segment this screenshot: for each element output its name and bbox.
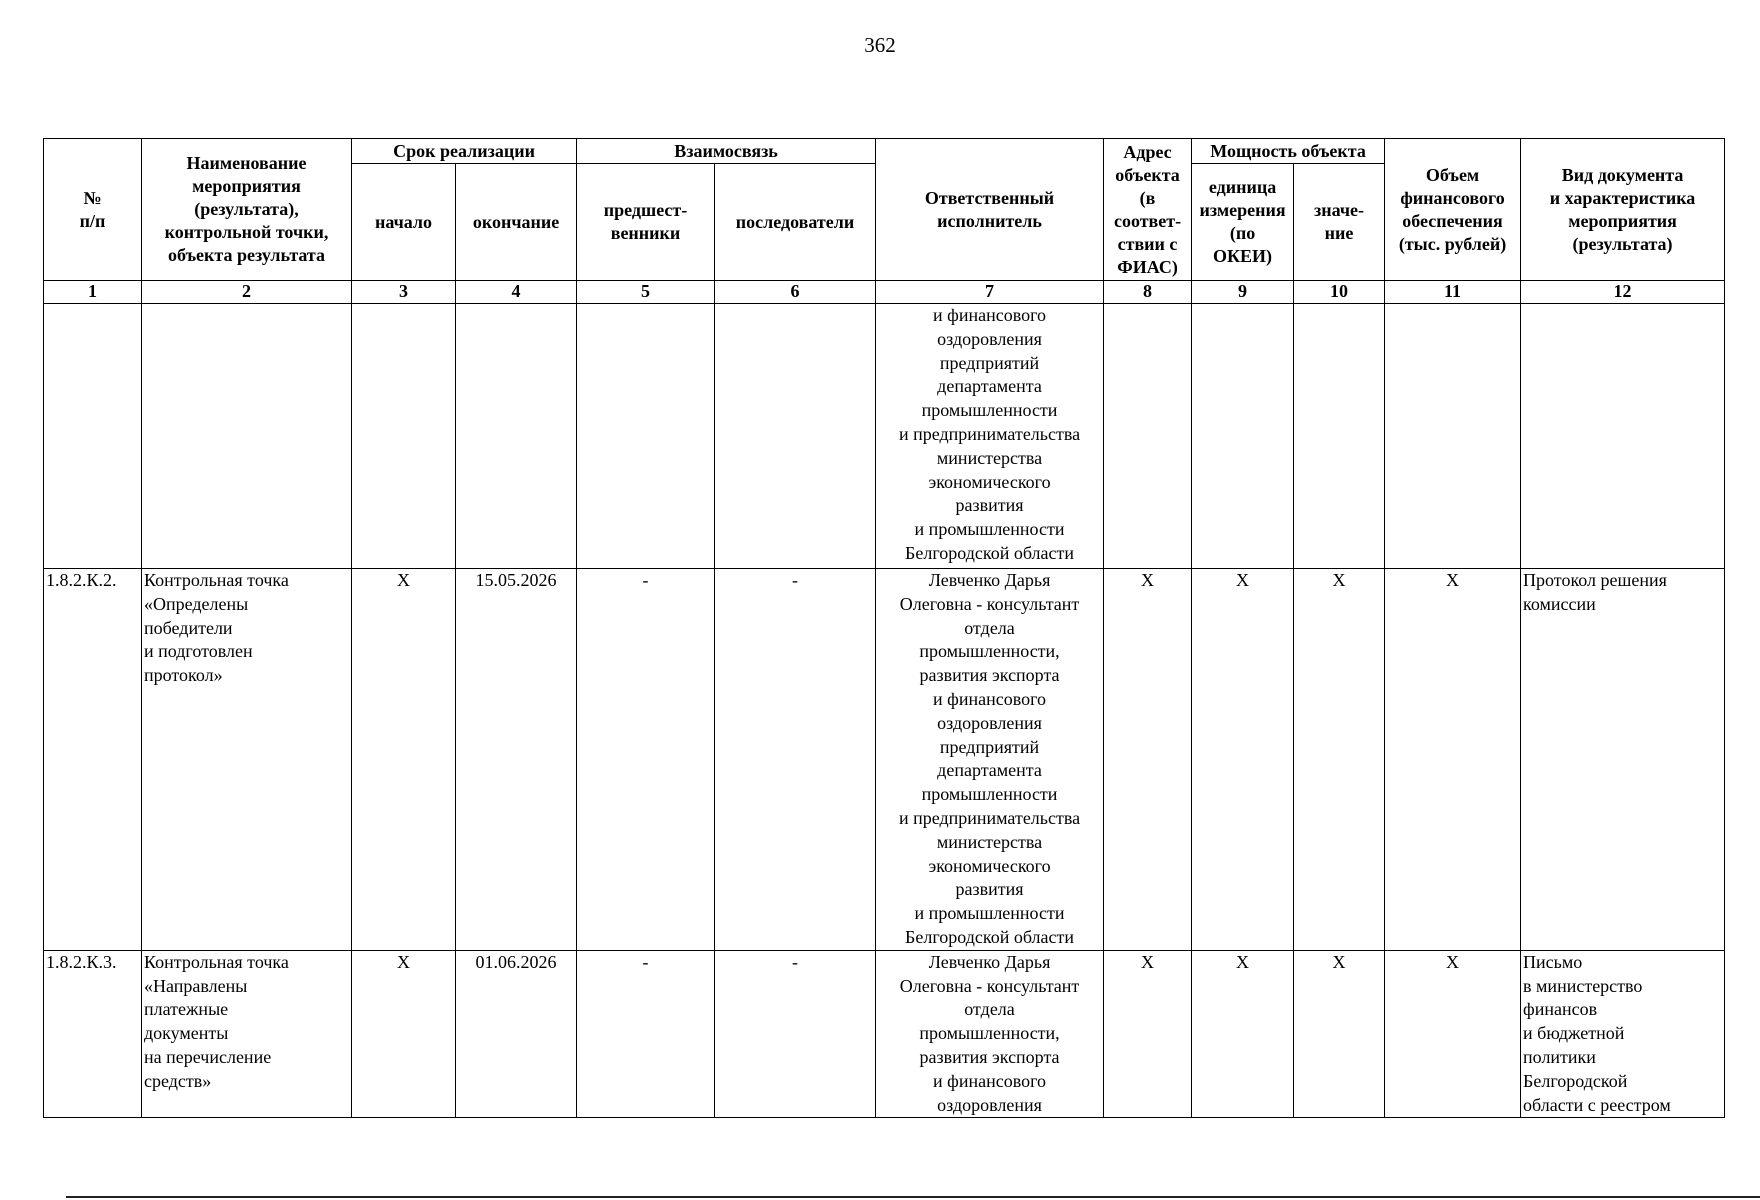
header-document: Вид документа и характеристика мероприятия (результата) <box>1521 139 1725 281</box>
cell-name: Контрольная точка «Определены победители и подготовлен протокол» <box>142 569 352 951</box>
column-number: 11 <box>1385 281 1521 304</box>
table-row <box>44 304 1725 569</box>
column-number: 2 <box>142 281 352 304</box>
column-number: 12 <box>1521 281 1725 304</box>
page-number: 362 <box>864 33 896 57</box>
header-relation: Взаимосвязь <box>577 139 876 164</box>
column-number: 4 <box>456 281 577 304</box>
cell-unit <box>1192 304 1294 569</box>
cell-unit: X <box>1192 950 1294 1118</box>
cell-address: X <box>1104 950 1192 1118</box>
header-num: № п/п <box>44 139 142 281</box>
header-funding: Объем финансового обеспечения (тыс. рублей) <box>1385 139 1521 281</box>
column-number: 9 <box>1192 281 1294 304</box>
cell-num: 1.8.2.К.2. <box>44 569 142 951</box>
table-body <box>44 281 1725 1118</box>
cell-start <box>352 304 456 569</box>
cell-funding <box>1385 304 1521 569</box>
header-name: Наименование мероприятия (результата), контрольной точки, объекта результата <box>142 139 352 281</box>
cell-predecessors: - <box>577 569 715 951</box>
cell-funding: X <box>1385 569 1521 951</box>
header-start: начало <box>352 164 456 281</box>
cell-responsible: Левченко Дарья Олеговна - консультант отдела промышленности, развития экспорта и финансового оздоровления <box>876 950 1104 1118</box>
page-bottom-rule <box>66 1196 1760 1198</box>
cell-end: 01.06.2026 <box>456 950 577 1118</box>
header-end: окончание <box>456 164 577 281</box>
column-number-row <box>44 281 1725 304</box>
column-number: 1 <box>44 281 142 304</box>
header-responsible: Ответственный исполнитель <box>876 139 1104 281</box>
cell-value: X <box>1294 950 1385 1118</box>
column-number: 3 <box>352 281 456 304</box>
header-successors: последователи <box>715 164 876 281</box>
header-period: Срок реализации <box>352 139 577 164</box>
column-number: 6 <box>715 281 876 304</box>
cell-num: 1.8.2.К.3. <box>44 950 142 1118</box>
column-number: 10 <box>1294 281 1385 304</box>
column-number: 5 <box>577 281 715 304</box>
cell-value <box>1294 304 1385 569</box>
table-header <box>44 139 1725 281</box>
cell-predecessors <box>577 304 715 569</box>
column-number: 8 <box>1104 281 1192 304</box>
cell-successors <box>715 304 876 569</box>
cell-successors: - <box>715 569 876 951</box>
header-predecessors: предшест- венники <box>577 164 715 281</box>
header-value: значе- ние <box>1294 164 1385 281</box>
cell-successors: - <box>715 950 876 1118</box>
header-capacity: Мощность объекта <box>1192 139 1385 164</box>
cell-unit: X <box>1192 569 1294 951</box>
schedule-table <box>43 138 1725 1118</box>
header-address: Адрес объекта (в соответ- ствии с ФИАС) <box>1104 139 1192 281</box>
table-row <box>44 569 1725 951</box>
cell-responsible: и финансового оздоровления предприятий департамента промышленности и предпринимательства министерства экономического развития и промышленности Белгородской области <box>876 304 1104 569</box>
cell-end <box>456 304 577 569</box>
cell-responsible: Левченко Дарья Олеговна - консультант отдела промышленности, развития экспорта и финансового оздоровления предприятий департамента промышленности и предпринимательства министерства экономического развития и промышленности Белгородской области <box>876 569 1104 951</box>
cell-address: X <box>1104 569 1192 951</box>
cell-start: X <box>352 569 456 951</box>
cell-document: Протокол решения комиссии <box>1521 569 1725 951</box>
cell-document: Письмо в министерство финансов и бюджетной политики Белгородской области с реестром <box>1521 950 1725 1118</box>
cell-name <box>142 304 352 569</box>
header-unit: единица измерения (по ОКЕИ) <box>1192 164 1294 281</box>
column-number: 7 <box>876 281 1104 304</box>
cell-value: X <box>1294 569 1385 951</box>
table-row <box>44 950 1725 1118</box>
cell-document <box>1521 304 1725 569</box>
cell-address <box>1104 304 1192 569</box>
cell-funding: X <box>1385 950 1521 1118</box>
cell-start: X <box>352 950 456 1118</box>
cell-end: 15.05.2026 <box>456 569 577 951</box>
cell-predecessors: - <box>577 950 715 1118</box>
cell-name: Контрольная точка «Направлены платежные документы на перечисление средств» <box>142 950 352 1118</box>
cell-num <box>44 304 142 569</box>
